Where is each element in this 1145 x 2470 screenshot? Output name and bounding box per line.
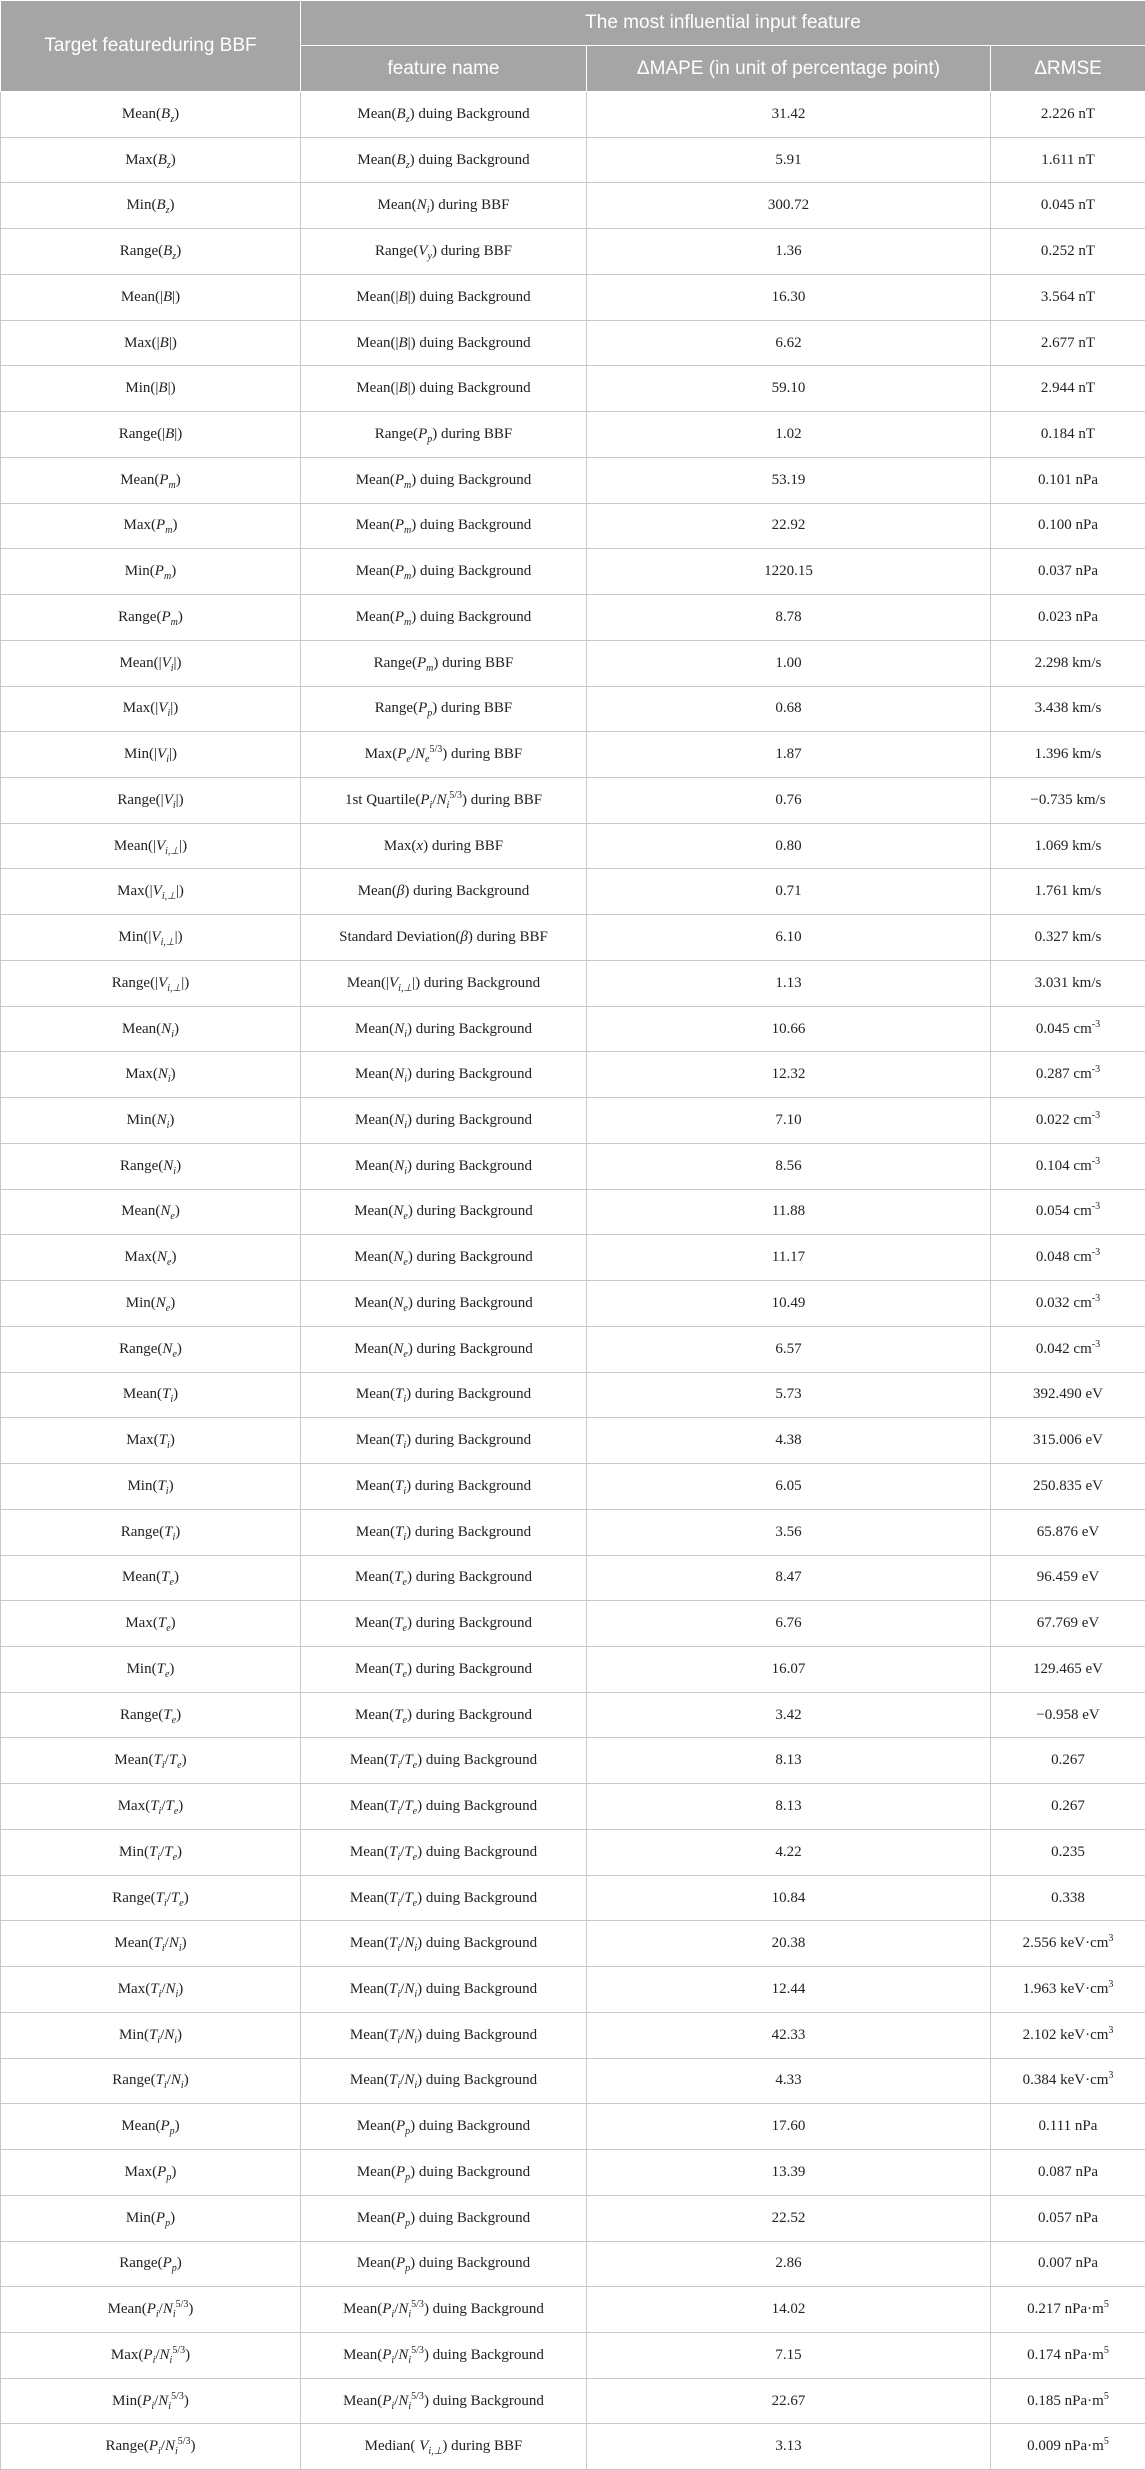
delta-mape-cell: 8.56 xyxy=(587,1143,991,1189)
feature-name-cell: Max(x) during BBF xyxy=(301,823,587,869)
delta-mape-cell: 12.44 xyxy=(587,1967,991,2013)
feature-name-cell: $Max(P_e/N_e^{5/3})$ during BBF xyxy=(301,732,587,778)
feature-name-cell: $Mean(P_p)$ duing Background xyxy=(301,2195,587,2241)
delta-rmse-cell: 0.009 $nPa\cdot m^5$ xyxy=(991,2424,1145,2470)
target-cell: $Mean(T_i/N_i)$ xyxy=(1,1921,301,1967)
feature-name-cell: $Mean(T_i)$ during Background xyxy=(301,1509,587,1555)
delta-mape-cell: 22.92 xyxy=(587,503,991,549)
delta-rmse-cell: 0.054 $cm^{-3}$ xyxy=(991,1189,1145,1235)
delta-mape-cell: 1.13 xyxy=(587,960,991,1006)
table-row xyxy=(1,823,1145,869)
delta-rmse-cell: 2.944 nT xyxy=(991,366,1145,412)
delta-rmse-cell: 2.226 nT xyxy=(991,92,1145,138)
table-body xyxy=(1,92,1145,2470)
target-cell: $Max(|V_{i,\perp}|)$ xyxy=(1,869,301,915)
feature-name-cell: $Mean(N_i)$ during BBF xyxy=(301,183,587,229)
delta-rmse-cell: 0.032 $cm^{-3}$ xyxy=(991,1281,1145,1327)
table-row xyxy=(1,2287,1145,2333)
delta-rmse-cell: 1.963 $keV\cdot cm^3$ xyxy=(991,1967,1145,2013)
feature-name-cell: $Mean(|V_{i,\perp}|)$ during Background xyxy=(301,960,587,1006)
feature-name-cell: Standard Deviation(β) during BBF xyxy=(301,915,587,961)
header-delta-mape: ΔMAPE (in unit of percentage point) xyxy=(587,46,991,92)
table-header xyxy=(1,1,1145,92)
table-row xyxy=(1,549,1145,595)
target-cell: Mean(|B|) xyxy=(1,274,301,320)
delta-mape-cell: 1.87 xyxy=(587,732,991,778)
table-row xyxy=(1,1464,1145,1510)
feature-name-cell: $Mean(T_i)$ during Background xyxy=(301,1464,587,1510)
table-row xyxy=(1,1601,1145,1647)
target-cell: $Mean(N_e)$ xyxy=(1,1189,301,1235)
delta-rmse-cell: 3.564 nT xyxy=(991,274,1145,320)
target-cell: $Range(T_i/T_e)$ xyxy=(1,1875,301,1921)
delta-mape-cell: 8.13 xyxy=(587,1784,991,1830)
delta-rmse-cell: 0.007 nPa xyxy=(991,2241,1145,2287)
table-row xyxy=(1,778,1145,824)
table-row xyxy=(1,1052,1145,1098)
target-cell: $Min(T_i/T_e)$ xyxy=(1,1829,301,1875)
target-cell: $Range(T_e)$ xyxy=(1,1692,301,1738)
target-cell: $Max(|V_i|)$ xyxy=(1,686,301,732)
feature-name-cell: $Mean(T_e)$ during Background xyxy=(301,1601,587,1647)
feature-name-cell: $Mean(T_i/N_i)$ duing Background xyxy=(301,1967,587,2013)
delta-rmse-cell: 0.048 $cm^{-3}$ xyxy=(991,1235,1145,1281)
delta-mape-cell: 1.00 xyxy=(587,640,991,686)
table-row xyxy=(1,1738,1145,1784)
delta-rmse-cell: 0.100 nPa xyxy=(991,503,1145,549)
delta-mape-cell: 1.36 xyxy=(587,229,991,275)
feature-name-cell: $Mean(T_e)$ during Background xyxy=(301,1646,587,1692)
delta-mape-cell: 10.84 xyxy=(587,1875,991,1921)
feature-name-cell: $Mean(N_i)$ during Background xyxy=(301,1098,587,1144)
target-cell: $Range(N_i)$ xyxy=(1,1143,301,1189)
feature-name-cell: $Mean(P_m)$ duing Background xyxy=(301,503,587,549)
table-row xyxy=(1,1326,1145,1372)
table-row xyxy=(1,960,1145,1006)
target-cell: $Mean(|V_{i,\perp}|)$ xyxy=(1,823,301,869)
delta-rmse-cell: 315.006 eV xyxy=(991,1418,1145,1464)
feature-name-cell: $Mean(P_p)$ duing Background xyxy=(301,2104,587,2150)
target-cell: $Min(B_z)$ xyxy=(1,183,301,229)
delta-mape-cell: 0.76 xyxy=(587,778,991,824)
target-cell: $Mean(N_i)$ xyxy=(1,1006,301,1052)
table-row xyxy=(1,732,1145,778)
delta-mape-cell: 7.15 xyxy=(587,2332,991,2378)
table-row xyxy=(1,1555,1145,1601)
target-cell: $Range(|V_i|)$ xyxy=(1,778,301,824)
target-cell: $Min(|V_i|)$ xyxy=(1,732,301,778)
delta-mape-cell: 2.86 xyxy=(587,2241,991,2287)
feature-name-cell: $Mean(B_z)$ duing Background xyxy=(301,92,587,138)
delta-mape-cell: 6.05 xyxy=(587,1464,991,1510)
feature-name-cell: $Mean(N_e)$ during Background xyxy=(301,1281,587,1327)
target-cell: $Mean(T_i)$ xyxy=(1,1372,301,1418)
header-feature-name: feature name xyxy=(301,46,587,92)
feature-name-cell: $Mean(N_e)$ during Background xyxy=(301,1326,587,1372)
delta-mape-cell: 1220.15 xyxy=(587,549,991,595)
delta-mape-cell: 8.47 xyxy=(587,1555,991,1601)
header-target-feature: Target featureduring BBF xyxy=(1,1,301,92)
delta-rmse-cell: 0.252 nT xyxy=(991,229,1145,275)
table-row xyxy=(1,2150,1145,2196)
delta-mape-cell: 1.02 xyxy=(587,412,991,458)
target-cell: $Min(T_i/N_i)$ xyxy=(1,2012,301,2058)
delta-rmse-cell: 0.111 nPa xyxy=(991,2104,1145,2150)
table-row xyxy=(1,1098,1145,1144)
table-row xyxy=(1,1418,1145,1464)
delta-mape-cell: 20.38 xyxy=(587,1921,991,1967)
delta-rmse-cell: 0.327 km/s xyxy=(991,915,1145,961)
delta-rmse-cell: 3.438 km/s xyxy=(991,686,1145,732)
delta-mape-cell: 0.80 xyxy=(587,823,991,869)
delta-rmse-cell: 0.023 nPa xyxy=(991,595,1145,641)
delta-rmse-cell: 1.611 nT xyxy=(991,137,1145,183)
table-row xyxy=(1,686,1145,732)
delta-mape-cell: 8.78 xyxy=(587,595,991,641)
delta-mape-cell: 4.33 xyxy=(587,2058,991,2104)
target-cell: $Mean(T_e)$ xyxy=(1,1555,301,1601)
delta-mape-cell: 59.10 xyxy=(587,366,991,412)
table-row xyxy=(1,320,1145,366)
delta-rmse-cell: 0.184 nT xyxy=(991,412,1145,458)
table-row xyxy=(1,2104,1145,2150)
delta-mape-cell: 3.56 xyxy=(587,1509,991,1555)
target-cell: $Range(|V_{i,\perp}|)$ xyxy=(1,960,301,1006)
target-cell: $Max(P_p)$ xyxy=(1,2150,301,2196)
delta-rmse-cell: 250.835 eV xyxy=(991,1464,1145,1510)
delta-mape-cell: 3.13 xyxy=(587,2424,991,2470)
feature-name-cell: 1st $Quartile(P_i/N_i^{5/3})$ during BBF xyxy=(301,778,587,824)
delta-rmse-cell: 0.384 $keV\cdot cm^3$ xyxy=(991,2058,1145,2104)
target-cell: $Max(T_i/N_i)$ xyxy=(1,1967,301,2013)
target-cell: $Min(P_p)$ xyxy=(1,2195,301,2241)
delta-rmse-cell: 1.396 km/s xyxy=(991,732,1145,778)
delta-rmse-cell: 392.490 eV xyxy=(991,1372,1145,1418)
table-row xyxy=(1,1189,1145,1235)
delta-rmse-cell: 2.298 km/s xyxy=(991,640,1145,686)
feature-name-cell: Mean(|B|) duing Background xyxy=(301,320,587,366)
delta-mape-cell: 4.38 xyxy=(587,1418,991,1464)
target-cell: $Max(N_e)$ xyxy=(1,1235,301,1281)
target-cell: Min(|B|) xyxy=(1,366,301,412)
delta-rmse-cell: 67.769 eV xyxy=(991,1601,1145,1647)
delta-mape-cell: 17.60 xyxy=(587,2104,991,2150)
table-row xyxy=(1,2424,1145,2470)
delta-rmse-cell: 1.761 km/s xyxy=(991,869,1145,915)
delta-mape-cell: 14.02 xyxy=(587,2287,991,2333)
feature-name-cell: $Mean(P_m)$ duing Background xyxy=(301,457,587,503)
table-row xyxy=(1,1235,1145,1281)
table-row xyxy=(1,412,1145,458)
delta-mape-cell: 5.91 xyxy=(587,137,991,183)
table-row xyxy=(1,2058,1145,2104)
feature-name-cell: $Mean(T_i/N_i)$ duing Background xyxy=(301,2058,587,2104)
delta-rmse-cell: 0.267 xyxy=(991,1784,1145,1830)
feature-name-cell: $Range(V_y)$ during BBF xyxy=(301,229,587,275)
target-cell: $Range(P_p)$ xyxy=(1,2241,301,2287)
delta-mape-cell: 16.07 xyxy=(587,1646,991,1692)
table-row xyxy=(1,1692,1145,1738)
delta-rmse-cell: 0.045 nT xyxy=(991,183,1145,229)
table-row xyxy=(1,869,1145,915)
delta-mape-cell: 12.32 xyxy=(587,1052,991,1098)
delta-rmse-cell: 0.037 nPa xyxy=(991,549,1145,595)
delta-rmse-cell: 96.459 eV xyxy=(991,1555,1145,1601)
delta-rmse-cell: 0.057 nPa xyxy=(991,2195,1145,2241)
feature-name-cell: $Mean(N_i)$ during Background xyxy=(301,1143,587,1189)
table-row xyxy=(1,1281,1145,1327)
delta-rmse-cell: 0.101 nPa xyxy=(991,457,1145,503)
delta-mape-cell: 53.19 xyxy=(587,457,991,503)
table-row xyxy=(1,137,1145,183)
target-cell: $Range(T_i)$ xyxy=(1,1509,301,1555)
delta-rmse-cell: 0.104 $cm^{-3}$ xyxy=(991,1143,1145,1189)
delta-mape-cell: 11.17 xyxy=(587,1235,991,1281)
target-cell: $Min(|V_{i,\perp}|)$ xyxy=(1,915,301,961)
delta-mape-cell: 22.52 xyxy=(587,2195,991,2241)
feature-name-cell: $Mean(T_i)$ during Background xyxy=(301,1418,587,1464)
delta-rmse-cell: 3.031 km/s xyxy=(991,960,1145,1006)
table-row xyxy=(1,1829,1145,1875)
feature-name-cell: $Mean(P_m)$ duing Background xyxy=(301,595,587,641)
delta-rmse-cell: 0.087 nPa xyxy=(991,2150,1145,2196)
target-cell: $Range(P_i/N_i^{5/3})$ xyxy=(1,2424,301,2470)
target-cell: $Max(T_e)$ xyxy=(1,1601,301,1647)
feature-name-cell: $Mean(P_p)$ duing Background xyxy=(301,2241,587,2287)
delta-rmse-cell: 0.287 $cm^{-3}$ xyxy=(991,1052,1145,1098)
delta-rmse-cell: 0.267 xyxy=(991,1738,1145,1784)
table-row xyxy=(1,1143,1145,1189)
delta-mape-cell: 300.72 xyxy=(587,183,991,229)
target-cell: $Max(P_m)$ xyxy=(1,503,301,549)
target-cell: Range(|B|) xyxy=(1,412,301,458)
target-cell: Max(|B|) xyxy=(1,320,301,366)
target-cell: $Mean(P_m)$ xyxy=(1,457,301,503)
delta-rmse-cell: 0.022 $cm^{-3}$ xyxy=(991,1098,1145,1144)
table-row xyxy=(1,640,1145,686)
target-cell: $Max(N_i)$ xyxy=(1,1052,301,1098)
delta-mape-cell: 4.22 xyxy=(587,1829,991,1875)
feature-name-cell: Mean(β) during Background xyxy=(301,869,587,915)
table-row xyxy=(1,1921,1145,1967)
target-cell: $Max(T_i/T_e)$ xyxy=(1,1784,301,1830)
feature-name-cell: $Mean(N_i)$ during Background xyxy=(301,1006,587,1052)
table-row xyxy=(1,503,1145,549)
feature-name-cell: $Mean(T_i/N_i)$ duing Background xyxy=(301,2012,587,2058)
feature-name-cell: $Mean(N_i)$ during Background xyxy=(301,1052,587,1098)
feature-name-cell: $Mean(T_e)$ during Background xyxy=(301,1692,587,1738)
delta-rmse-cell: 2.677 nT xyxy=(991,320,1145,366)
target-cell: $Range(P_m)$ xyxy=(1,595,301,641)
table-row xyxy=(1,274,1145,320)
feature-name-cell: $Mean(N_e)$ during Background xyxy=(301,1189,587,1235)
delta-mape-cell: 6.57 xyxy=(587,1326,991,1372)
target-cell: $Min(P_m)$ xyxy=(1,549,301,595)
feature-name-cell: $Mean(T_i/T_e)$ duing Background xyxy=(301,1875,587,1921)
table-row xyxy=(1,1646,1145,1692)
header-influential-group: The most influential input feature xyxy=(301,1,1145,46)
table-row xyxy=(1,1006,1145,1052)
header-delta-rmse: ΔRMSE xyxy=(991,46,1145,92)
feature-name-cell: $Mean(T_i/N_i)$ duing Background xyxy=(301,1921,587,1967)
feature-name-cell: Mean(|B|) duing Background xyxy=(301,274,587,320)
delta-mape-cell: 42.33 xyxy=(587,2012,991,2058)
table-row xyxy=(1,1784,1145,1830)
feature-name-cell: $Mean(P_m)$ duing Background xyxy=(301,549,587,595)
delta-mape-cell: 0.68 xyxy=(587,686,991,732)
table-row xyxy=(1,595,1145,641)
delta-rmse-cell: 129.465 eV xyxy=(991,1646,1145,1692)
feature-name-cell: $Mean(T_i/T_e)$ duing Background xyxy=(301,1784,587,1830)
delta-rmse-cell: 0.235 xyxy=(991,1829,1145,1875)
feature-name-cell: $Mean(T_i)$ during Background xyxy=(301,1372,587,1418)
feature-name-cell: $Mean(P_i/N_i^{5/3})$ duing Background xyxy=(301,2287,587,2333)
table-row xyxy=(1,2241,1145,2287)
table-row xyxy=(1,2012,1145,2058)
delta-mape-cell: 8.13 xyxy=(587,1738,991,1784)
delta-rmse-cell: 0.217 $nPa\cdot m^5$ xyxy=(991,2287,1145,2333)
feature-name-cell: $Mean(T_i/T_e)$ duing Background xyxy=(301,1829,587,1875)
target-cell: $Range(N_e)$ xyxy=(1,1326,301,1372)
delta-rmse-cell: 65.876 eV xyxy=(991,1509,1145,1555)
delta-rmse-cell: 0.045 $cm^{-3}$ xyxy=(991,1006,1145,1052)
target-cell: $Min(N_e)$ xyxy=(1,1281,301,1327)
table-row xyxy=(1,1372,1145,1418)
target-cell: $Min(N_i)$ xyxy=(1,1098,301,1144)
delta-rmse-cell: 2.556 $keV\cdot cm^3$ xyxy=(991,1921,1145,1967)
target-cell: $Min(T_e)$ xyxy=(1,1646,301,1692)
feature-name-cell: Mean(|B|) duing Background xyxy=(301,366,587,412)
target-cell: $Max(B_z)$ xyxy=(1,137,301,183)
table-row xyxy=(1,229,1145,275)
target-cell: $Mean(P_p)$ xyxy=(1,2104,301,2150)
feature-name-cell: $Range(P_m)$ during BBF xyxy=(301,640,587,686)
delta-mape-cell: 6.62 xyxy=(587,320,991,366)
target-cell: $Max(T_i)$ xyxy=(1,1418,301,1464)
feature-name-cell: $Mean(T_i/T_e)$ duing Background xyxy=(301,1738,587,1784)
table-row xyxy=(1,183,1145,229)
delta-rmse-cell: 2.102 $keV\cdot cm^3$ xyxy=(991,2012,1145,2058)
delta-mape-cell: 5.73 xyxy=(587,1372,991,1418)
table-row xyxy=(1,92,1145,138)
delta-rmse-cell: 0.185 $nPa\cdot m^5$ xyxy=(991,2378,1145,2424)
target-cell: $Range(T_i/N_i)$ xyxy=(1,2058,301,2104)
feature-name-cell: $Mean(P_p)$ duing Background xyxy=(301,2150,587,2196)
table-row xyxy=(1,457,1145,503)
table-row xyxy=(1,915,1145,961)
target-cell: $Max(P_i/N_i^{5/3})$ xyxy=(1,2332,301,2378)
delta-mape-cell: 13.39 xyxy=(587,2150,991,2196)
feature-name-cell: $Range(P_p)$ during BBF xyxy=(301,412,587,458)
delta-mape-cell: 7.10 xyxy=(587,1098,991,1144)
target-cell: $Mean(B_z)$ xyxy=(1,92,301,138)
target-cell: $Mean(P_i/N_i^{5/3})$ xyxy=(1,2287,301,2333)
table-row xyxy=(1,1875,1145,1921)
delta-rmse-cell: −0.958 eV xyxy=(991,1692,1145,1738)
delta-rmse-cell: 0.042 $cm^{-3}$ xyxy=(991,1326,1145,1372)
feature-name-cell: Median( $V_{i,\perp}$) during BBF xyxy=(301,2424,587,2470)
delta-mape-cell: 3.42 xyxy=(587,1692,991,1738)
delta-rmse-cell: −0.735 km/s xyxy=(991,778,1145,824)
feature-name-cell: $Mean(T_e)$ during Background xyxy=(301,1555,587,1601)
feature-name-cell: $Mean(B_z)$ duing Background xyxy=(301,137,587,183)
table-row xyxy=(1,1967,1145,2013)
delta-mape-cell: 10.66 xyxy=(587,1006,991,1052)
target-cell: $Min(P_i/N_i^{5/3})$ xyxy=(1,2378,301,2424)
feature-name-cell: $Mean(P_i/N_i^{5/3})$ duing Background xyxy=(301,2378,587,2424)
feature-name-cell: $Mean(P_i/N_i^{5/3})$ duing Background xyxy=(301,2332,587,2378)
table-row xyxy=(1,1509,1145,1555)
delta-mape-cell: 6.10 xyxy=(587,915,991,961)
table-row xyxy=(1,2378,1145,2424)
delta-mape-cell: 11.88 xyxy=(587,1189,991,1235)
delta-mape-cell: 31.42 xyxy=(587,92,991,138)
table-row xyxy=(1,2332,1145,2378)
delta-rmse-cell: 0.338 xyxy=(991,1875,1145,1921)
delta-mape-cell: 22.67 xyxy=(587,2378,991,2424)
delta-mape-cell: 16.30 xyxy=(587,274,991,320)
target-cell: $Range(B_z)$ xyxy=(1,229,301,275)
delta-mape-cell: 10.49 xyxy=(587,1281,991,1327)
feature-name-cell: $Mean(N_e)$ during Background xyxy=(301,1235,587,1281)
delta-rmse-cell: 1.069 km/s xyxy=(991,823,1145,869)
feature-name-cell: $Range(P_p)$ during BBF xyxy=(301,686,587,732)
target-cell: $Min(T_i)$ xyxy=(1,1464,301,1510)
table-row xyxy=(1,2195,1145,2241)
delta-mape-cell: 0.71 xyxy=(587,869,991,915)
target-cell: $Mean(T_i/T_e)$ xyxy=(1,1738,301,1784)
delta-mape-cell: 6.76 xyxy=(587,1601,991,1647)
delta-rmse-cell: 0.174 $nPa\cdot m^5$ xyxy=(991,2332,1145,2378)
table-row xyxy=(1,366,1145,412)
target-cell: $Mean(|V_i|)$ xyxy=(1,640,301,686)
